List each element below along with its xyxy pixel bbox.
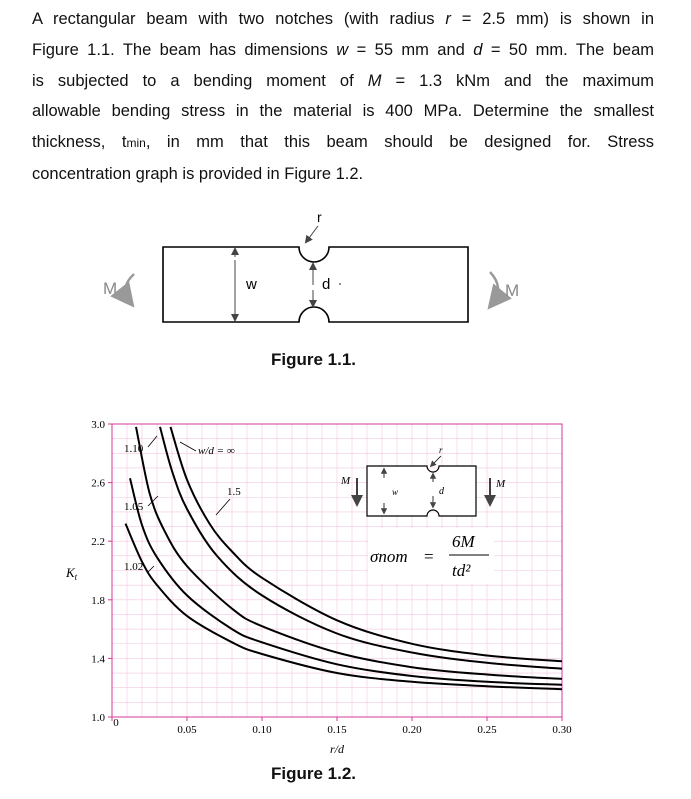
- figure-1-caption: Figure 1.1.: [271, 350, 357, 369]
- inset-beam-outline: [367, 466, 476, 516]
- series-curve: [136, 427, 562, 679]
- series-leader-line: [180, 442, 196, 451]
- x-tick-label: 0: [113, 717, 119, 729]
- problem-line: allowable bending stress in the material is 400 MPa. Determine the smallest: [32, 102, 654, 121]
- figure-2-caption: Figure 1.2.: [271, 764, 357, 783]
- inset-d-label: d: [439, 486, 444, 497]
- y-tick-label: 1.8: [91, 594, 105, 607]
- inset-m-right-label: M: [496, 478, 506, 490]
- series-label: 1.10: [124, 443, 144, 455]
- x-tick-label: 0.30: [552, 724, 572, 736]
- x-tick-label: 0.05: [177, 724, 197, 736]
- y-tick-label: 2.6: [91, 477, 105, 490]
- series-leader-line: [148, 566, 154, 572]
- series-label: w/d = ∞: [198, 445, 235, 457]
- x-tick-label: 0.10: [252, 724, 272, 736]
- formula-lhs: σnom: [370, 547, 408, 566]
- y-axis-label: $K_t$: [66, 565, 78, 582]
- formula-numerator: 6M: [452, 532, 475, 551]
- moment-left-label: M: [103, 279, 118, 298]
- x-tick-label: 0.20: [402, 724, 422, 736]
- x-tick-label: 0.15: [327, 724, 347, 736]
- series-label: 1.02: [124, 561, 144, 573]
- problem-line: A rectangular beam with two notches (with radius r = 2.5 mm) is shown in: [32, 10, 655, 28]
- radius-label: r: [317, 209, 322, 225]
- series-label: 1.5: [227, 486, 241, 498]
- moment-right-label: M: [505, 281, 520, 300]
- series-leader-line: [216, 499, 230, 515]
- formula-denominator: td²: [452, 561, 471, 580]
- problem-line: is subjected to a bending moment of M = 1.3 kNm and the maximum: [32, 71, 654, 90]
- y-tick-label: 1.4: [91, 653, 105, 666]
- y-tick-label: 2.2: [91, 536, 105, 549]
- x-axis-label: r/d: [330, 742, 345, 756]
- problem-line: concentration graph is provided in Figure 1.2.: [32, 164, 364, 183]
- inset-w-label: w: [392, 487, 399, 497]
- series-leader-line: [148, 436, 157, 447]
- width-label: w: [246, 276, 257, 293]
- series-curve: [130, 478, 562, 685]
- x-tick-label: 0.25: [477, 724, 497, 736]
- inset-beam-diagram: [340, 445, 506, 516]
- depth-label: d: [322, 276, 331, 293]
- inset-r-label: r: [439, 445, 443, 455]
- formula-equals: =: [424, 547, 434, 566]
- nominal-stress-formula: [368, 528, 494, 584]
- series-curve: [171, 427, 563, 661]
- y-tick-label: 3.0: [91, 419, 105, 431]
- problem-line: Figure 1.1. The beam has dimensions w = 55 mm and d = 50 mm. The beam: [32, 40, 654, 59]
- series-label: 1.05: [124, 501, 144, 513]
- problem-line: thickness, tmin, in mm that this beam should be designed for. Stress: [32, 133, 654, 152]
- inset-r-arrow: [431, 456, 441, 466]
- inset-m-left-label: M: [341, 475, 351, 487]
- y-tick-label: 1.0: [91, 712, 105, 724]
